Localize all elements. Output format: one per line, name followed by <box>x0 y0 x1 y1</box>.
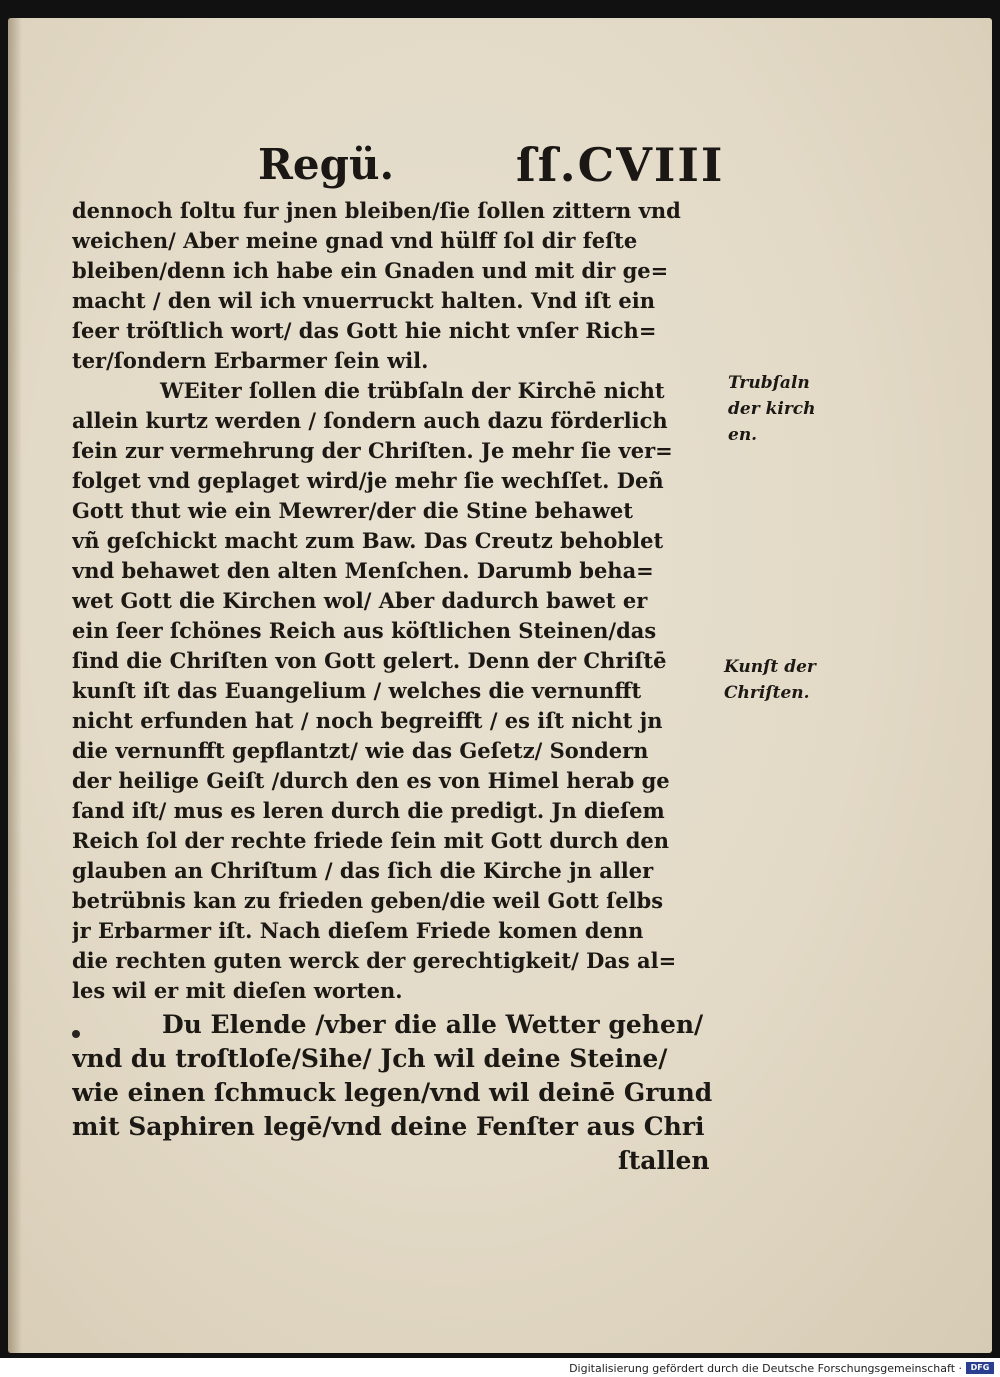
text-line: bleiben/denn ich habe ein Gnaden und mit dir ge= <box>72 258 669 283</box>
margin-note-line: Kunſt der <box>724 657 816 677</box>
text-line: wet Gott die Kirchen wol/ Aber dadurch bawet er <box>72 588 648 613</box>
text-line: vñ geſchickt macht zum Baw. Das Creutz behoblet <box>72 528 664 553</box>
body-text <box>72 196 726 1006</box>
text-line: nicht erfunden hat / noch begreifft / es iſt nicht jn <box>72 708 663 733</box>
margin-note-trubsaln <box>728 370 815 448</box>
text-line: ſand iſt/ mus es leren durch die predigt. Jn dieſem <box>72 798 665 823</box>
folio-number: ſſ.CVIII <box>516 138 725 192</box>
quote-line: Du Elende /vber die alle Wetter gehen/ <box>162 1010 704 1039</box>
margin-note-line: en. <box>728 425 758 445</box>
text-line: die rechten guten werck der gerechtigkeit/ Das al= <box>72 948 677 973</box>
dfg-logo-icon: DFG <box>966 1362 994 1374</box>
text-line: jr Erbarmer iſt. Nach dieſem Friede komen denn <box>72 918 644 943</box>
quote-line: wie einen ſchmuck legen/vnd wil deinē Grund <box>72 1078 713 1107</box>
text-line: WEiter ſollen die trübſaln der Kirchē nicht <box>160 378 665 403</box>
margin-note-line: Chriſten. <box>724 683 810 703</box>
quote-line: mit Saphiren legē/vnd deine Fenſter aus Chri <box>72 1112 705 1141</box>
text-line: vnd behawet den alten Menſchen. Darumb beha= <box>72 558 654 583</box>
margin-note-line: der kirch <box>728 399 816 419</box>
text-line: ſeer tröſtlich wort/ das Gott hie nicht vnſer Rich= <box>72 318 657 343</box>
footer-bar <box>0 1360 1000 1377</box>
page-header <box>8 140 992 200</box>
text-line: ſein zur vermehrung der Chriſten. Je mehr ſie ver= <box>72 438 673 463</box>
text-line: kunſt iſt das Euangelium / welches die vernunfft <box>72 678 642 703</box>
text-line: betrübnis kan zu frieden geben/die weil Gott ſelbs <box>72 888 664 913</box>
text-line: glauben an Chriſtum / das ſich die Kirche jn aller <box>72 858 654 883</box>
footer-credit: Digitalisierung gefördert durch die Deutsche Forschungsgemeinschaft · <box>569 1362 962 1375</box>
quote-line: vnd du troſtloſe/Sihe/ Jch wil deine Steine/ <box>72 1044 668 1073</box>
running-title: Regü. <box>258 140 395 189</box>
text-line: allein kurtz werden / ſondern auch dazu förderlich <box>72 408 668 433</box>
book-page <box>8 18 992 1353</box>
text-line: die vernunfft gepflantzt/ wie das Geſetz/ Sondern <box>72 738 649 763</box>
scripture-quote <box>72 1008 722 1178</box>
text-line: ſind die Chriſten von Gott gelert. Denn der Chriſtē <box>72 648 667 673</box>
text-line: ter/ſondern Erbarmer ſein wil. <box>72 348 429 373</box>
text-line: der heilige Geiſt /durch den es von Himel herab ge <box>72 768 670 793</box>
text-line: macht / den wil ich vnuerruckt halten. Vnd iſt ein <box>72 288 656 313</box>
text-line: Reich ſol der rechte friede ſein mit Gott durch den <box>72 828 670 853</box>
margin-note-kunst <box>724 654 816 706</box>
text-line: les wil er mit dieſen worten. <box>72 978 403 1003</box>
text-line: weichen/ Aber meine gnad vnd hülff ſol dir feſte <box>72 228 638 253</box>
text-line: ein ſeer ſchönes Reich aus köſtlichen Steinen/das <box>72 618 657 643</box>
quote-line: ſtallen <box>618 1146 710 1175</box>
text-line: Gott thut wie ein Mewrer/der die Stine behawet <box>72 498 633 523</box>
text-line: dennoch ſoltu fur jnen bleiben/ſie ſollen zittern vnd <box>72 198 681 223</box>
margin-note-line: Trubſaln <box>728 373 810 393</box>
text-line: folget vnd geplaget wird/je mehr ſie wechſſet. Deñ <box>72 468 664 493</box>
